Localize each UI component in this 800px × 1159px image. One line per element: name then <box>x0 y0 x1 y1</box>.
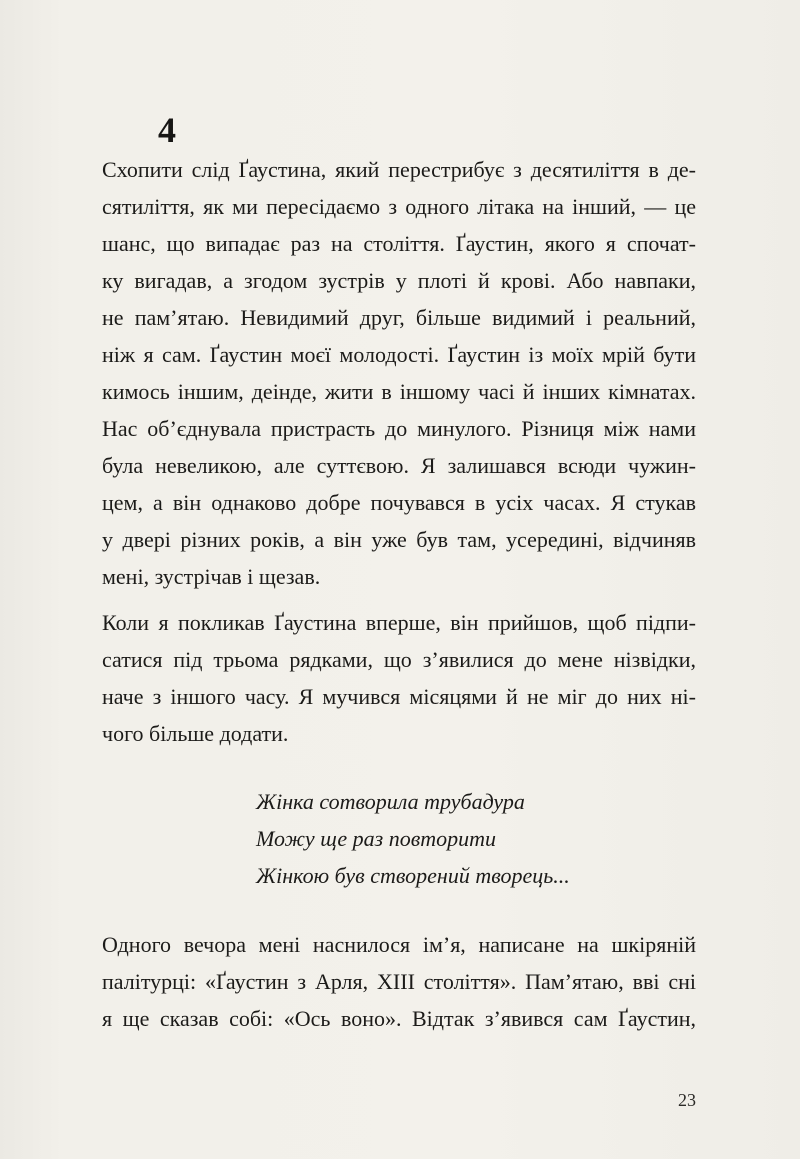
paragraph-1 <box>102 151 696 595</box>
text-line: не пам’ятаю. Невидимий друг, більше видимий і реальний, <box>102 305 696 330</box>
text-line: мені, зустрічав і щезав. <box>102 564 321 589</box>
chapter-number: 4 <box>158 110 176 150</box>
text-line: сятиліття, як ми пересідаємо з одного літака на інший, — це <box>102 194 696 219</box>
text-line: шанс, що випадає раз на століття. Ґаустин, якого я спочат- <box>102 231 696 256</box>
verse-line: Жінкою був створений творець... <box>256 863 570 888</box>
text-line: Одного вечора мені наснилося ім’я, написане на шкіряній <box>102 932 696 957</box>
text-line: чого більше додати. <box>102 721 289 746</box>
text-line: Нас об’єднувала пристрасть до минулого. Різниця між нами <box>102 416 696 441</box>
text-line: кимось іншим, деінде, жити в іншому часі й інших кімнатах. <box>102 379 696 404</box>
text-line: Схопити слід Ґаустина, який перестрибує з десятиліття в де- <box>102 157 696 182</box>
text-line: була невеликою, але суттєвою. Я залишався всюди чужин- <box>102 453 696 478</box>
verse-quote <box>256 783 676 894</box>
paragraph-2 <box>102 604 696 752</box>
text-line: Коли я покликав Ґаустина вперше, він прийшов, щоб підпи- <box>102 610 696 635</box>
verse-line: Можу ще раз повторити <box>256 826 497 851</box>
paragraph-3 <box>102 926 696 1037</box>
verse-line: Жінка сотворила трубадура <box>256 789 525 814</box>
text-line: ку вигадав, а згодом зустрів у плоті й крові. Або навпаки, <box>102 268 696 293</box>
text-line: у двері різних років, а він уже був там, усередині, відчиняв <box>102 527 696 552</box>
text-line: наче з іншого часу. Я мучився місяцями й не міг до них ні- <box>102 684 696 709</box>
text-line: ніж я сам. Ґаустин моєї молодості. Ґаустин із моїх мрій бути <box>102 342 696 367</box>
text-line: палітурці: «Ґаустин з Арля, XIII століття». Пам’ятаю, вві сні <box>102 969 696 994</box>
text-line: цем, а він однаково добре почувався в усіх часах. Я стукав <box>102 490 696 515</box>
page-number: 23 <box>678 1090 696 1110</box>
text-line: я ще сказав собі: «Ось воно». Відтак з’явився сам Ґаустин, <box>102 1006 696 1031</box>
text-line: сатися під трьома рядками, що з’явилися до мене нізвідки, <box>102 647 696 672</box>
